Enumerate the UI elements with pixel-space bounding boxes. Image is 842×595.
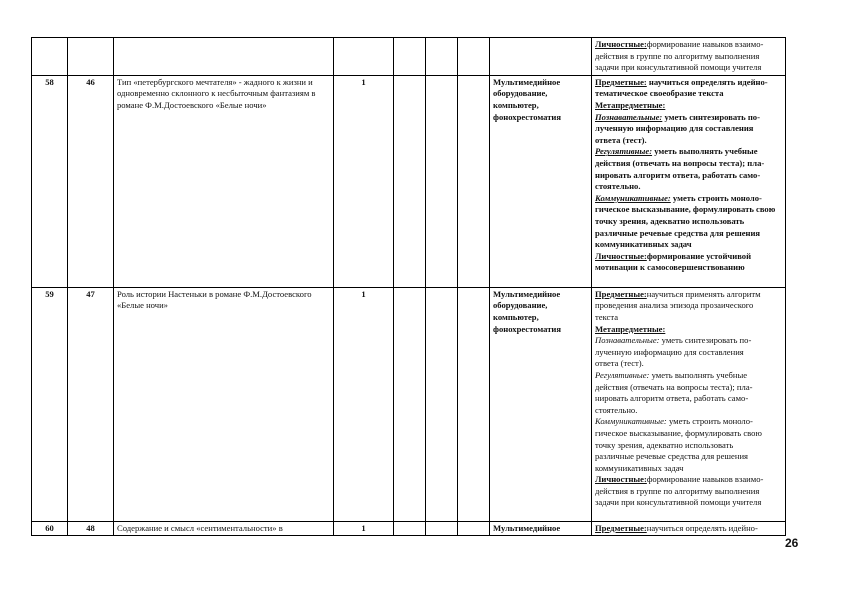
result-line: лученную информацию для составления [595, 123, 754, 134]
cell-results [592, 38, 786, 76]
cell-equipment: Мультимедийное оборудование, компьютер, фонохрестоматия [490, 287, 592, 521]
subject-text: научиться применять алгоритм [646, 288, 761, 299]
cell-equipment [490, 38, 592, 76]
cell-topic [114, 38, 334, 76]
lesson-plan-table [31, 37, 786, 536]
result-line: гическое высказывание, формулировать свою [595, 427, 762, 438]
cognitive-text: уметь синтезировать по- [662, 111, 760, 122]
result-line: ответа (тест). [595, 358, 644, 369]
cell-num [32, 38, 68, 76]
result-line: лученную информацию для составления [595, 346, 744, 357]
cell-hours [334, 38, 394, 76]
subject-text: научиться определять идейно- [646, 522, 758, 533]
cell-lesson: 48 [68, 521, 114, 536]
result-line: коммуникативных задач [595, 462, 684, 473]
cell-num: 58 [32, 75, 68, 287]
cell-results [592, 521, 786, 536]
regulative-text: уметь выполнять учебные [652, 146, 758, 157]
result-line: задачи при консультативной помощи учителя [595, 497, 762, 508]
result-line: нировать алгоритм ответа, работать само- [595, 393, 749, 404]
result-line: различные речевые средства для решения [595, 451, 748, 462]
cell-hours: 1 [334, 75, 394, 287]
result-line: ответа (тест). [595, 134, 647, 145]
result-line: действия (отвечать на вопросы теста); пла- [595, 157, 765, 168]
result-line: действия в группе по алгоритму выполнения [595, 485, 760, 496]
cell-lesson [68, 38, 114, 76]
cell-num: 59 [32, 287, 68, 521]
meta-label: Метапредметные: [595, 323, 666, 334]
cognitive-label: Познавательные: [595, 335, 660, 346]
subject-label: Предметные: [595, 288, 647, 299]
result-line: точку зрения, адекватно использовать [595, 215, 745, 226]
personal-text: формирование навыков взаимо- [646, 39, 764, 49]
cell-empty [458, 521, 490, 536]
cell-lesson: 47 [68, 287, 114, 521]
result-line: различные речевые средства для решения [595, 227, 761, 238]
result-line: гическое высказывание, формулировать свою [595, 204, 776, 215]
table-row [32, 38, 786, 76]
result-line: мотивации к самосовершенствованию [595, 262, 745, 273]
regulative-label: Регулятивные: [595, 146, 653, 157]
subject-label: Предметные: [595, 522, 647, 533]
page-number: 26 [785, 536, 799, 550]
cell-topic: Тип «петербургского мечтателя» - жадного к жизни и одновременно склонного к несбыточным фантазиям в романе Ф.М.Достоевского «Белые ночи» [114, 75, 334, 287]
meta-label: Метапредметные: [595, 99, 666, 110]
result-line: нировать алгоритм ответа, работать само- [595, 169, 761, 180]
communicative-label: Коммуникативные: [595, 416, 667, 427]
communicative-label: Коммуникативные: [595, 192, 671, 203]
cell-equipment: Мультимедийное [490, 521, 592, 536]
result-line: стоятельно. [595, 181, 641, 192]
cell-topic: Содержание и смысл «сентиментальности» в [114, 521, 334, 536]
cell-results [592, 287, 786, 521]
personal-label: Личностные: [595, 474, 647, 485]
cell-empty [394, 521, 426, 536]
table-row [32, 521, 786, 536]
personal-text: формирование устойчивой [646, 250, 752, 261]
result-line: проведения анализа эпизода прозаического [595, 300, 754, 311]
result-line: действия (отвечать на вопросы теста); пла- [595, 381, 753, 392]
personal-text: формирование навыков взаимо- [646, 474, 764, 485]
regulative-label: Регулятивные: [595, 369, 650, 380]
cell-topic: Роль истории Настеньки в романе Ф.М.Достоевского «Белые ночи» [114, 287, 334, 521]
cell-empty [426, 75, 458, 287]
subject-text: научиться определять идейно- [646, 76, 768, 87]
table-row [32, 287, 786, 521]
cell-hours: 1 [334, 521, 394, 536]
subject-label: Предметные: [595, 76, 647, 87]
cell-empty [426, 287, 458, 521]
cell-num: 60 [32, 521, 68, 536]
personal-label: Личностные: [595, 250, 647, 261]
result-line: точку зрения, адекватно использовать [595, 439, 734, 450]
cell-hours: 1 [334, 287, 394, 521]
result-line: коммуникативных задач [595, 239, 692, 250]
communicative-text: уметь строить моноло- [666, 416, 753, 427]
result-line: действия в группе по алгоритму выполнения [595, 50, 760, 61]
cell-equipment: Мультимедийное оборудование, компьютер, фонохрестоматия [490, 75, 592, 287]
cell-empty [426, 38, 458, 76]
cognitive-label: Познавательные: [595, 111, 663, 122]
communicative-text: уметь строить моноло- [670, 192, 762, 203]
regulative-text: уметь выполнять учебные [649, 369, 748, 380]
cell-empty [458, 287, 490, 521]
cell-empty [426, 521, 458, 536]
cell-empty [394, 38, 426, 76]
cell-empty [394, 287, 426, 521]
cell-lesson: 46 [68, 75, 114, 287]
cell-empty [394, 75, 426, 287]
result-line: тематическое своеобразие текста [595, 88, 724, 99]
cell-empty [458, 38, 490, 76]
personal-label: Личностные: [595, 39, 647, 49]
cognitive-text: уметь синтезировать по- [659, 335, 752, 346]
table-row [32, 75, 786, 287]
cell-results [592, 75, 786, 287]
cell-empty [458, 75, 490, 287]
result-line: стоятельно. [595, 404, 638, 415]
result-line: задачи при консультативной помощи учителя [595, 62, 762, 73]
result-line: текста [595, 311, 619, 322]
